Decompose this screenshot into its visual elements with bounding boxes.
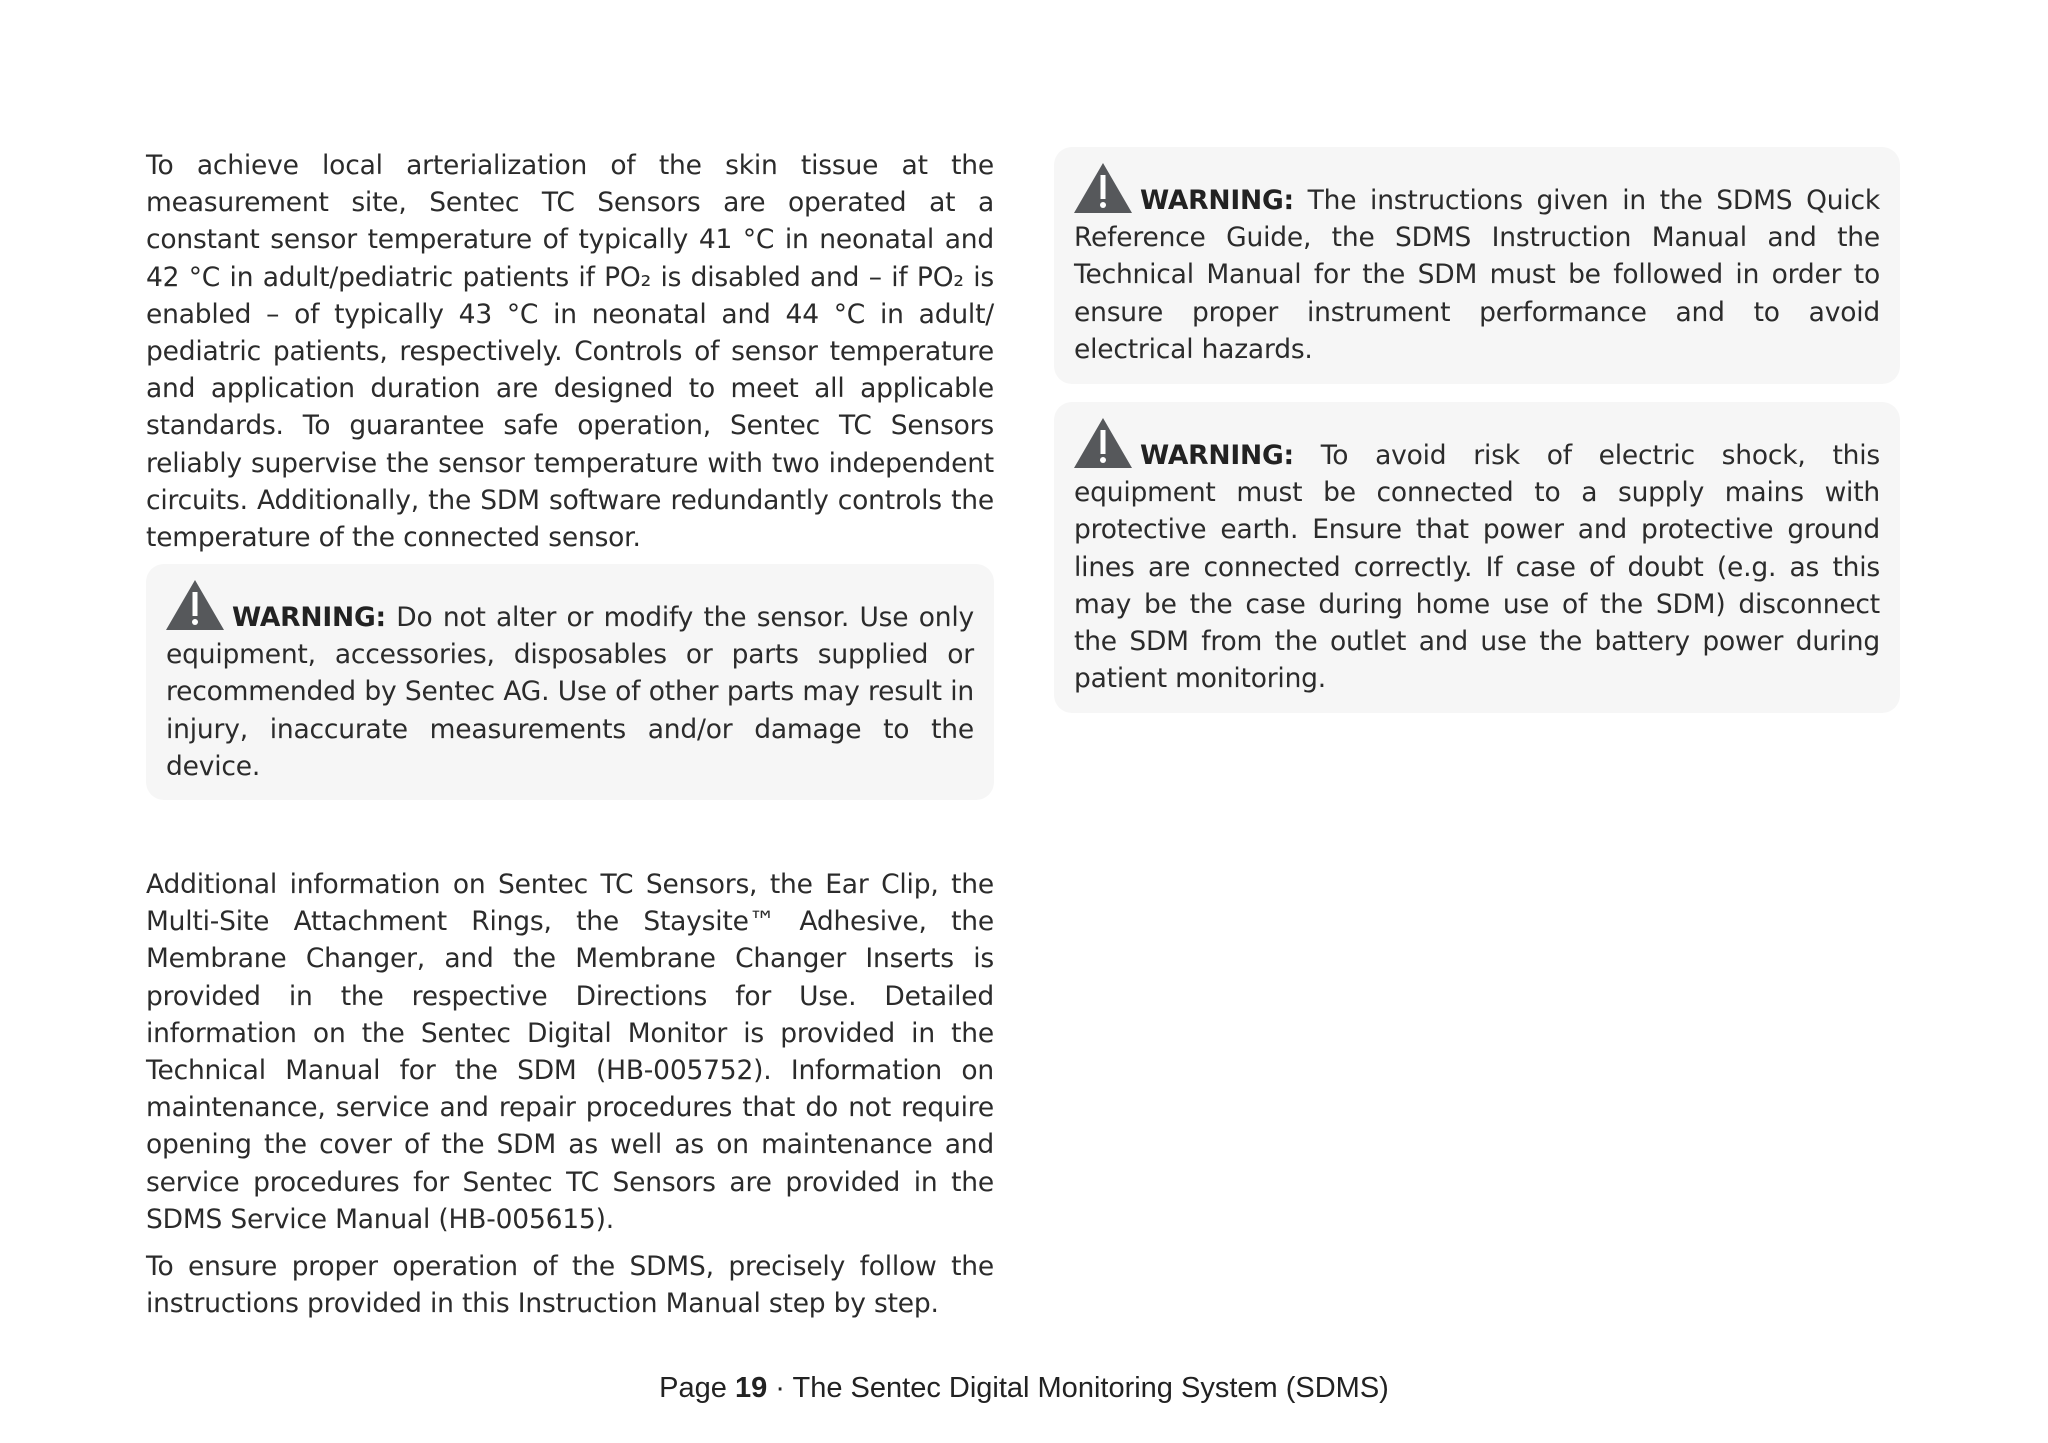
intro-paragraph: To achieve local arterialization of the skin tissue at the measurement site, Sentec TC Sensors are operated at a constant sensor temperature of typically 41 °C in neonatal and 42 °C in adult/pediatric patients if PO₂ is disabled and – if PO₂ is enabled – of typically 43 °C in neonatal and 44 °C in adult/ pediatric patients, respectively. Controls of sensor temperature and application duration are designed to meet all applicable standards. To guarantee safe operation, Sentec TC Sensors reliably supervise the sensor temperature with two independent circuits. Additionally, the SDM software redundantly controls the temperature of the connected sensor. xyxy=(146,150,994,554)
warning-text xyxy=(166,580,974,785)
footer-separator: · xyxy=(775,1372,785,1404)
warning-triangle-icon xyxy=(1074,163,1132,213)
page-number: 19 xyxy=(734,1372,768,1404)
warning-box-instructions xyxy=(1054,147,1900,384)
warning-triangle-icon xyxy=(166,580,224,630)
warning-body: The instructions given in the SDMS Quick Reference Guide, the SDMS Instruction Manual and the Technical Manual for the SDM must be followed in order to ensure proper instrument performance and to avoid electrical hazards. xyxy=(1074,185,1881,365)
page-label: Page xyxy=(659,1372,727,1404)
warning-box-electric-shock xyxy=(1054,402,1900,713)
warning-text xyxy=(1074,418,1880,697)
warning-label: WARNING: xyxy=(1140,440,1294,471)
warning-body: Do not alter or modify the sensor. Use only equipment, accessories, disposables or parts supplied or recommended by Sentec AG. Use of other parts may result in injury, inaccurate measurements and/or damage to the device. xyxy=(166,602,974,782)
page-footer xyxy=(0,1372,2048,1405)
warning-body: To avoid risk of electric shock, this equipment must be connected to a supply mains with protective earth. Ensure that power and protective ground lines are connected correctly. If case of doubt (e.g. as this may be the case during home use of the SDM) disconnect the SDM from the outlet and use the battery power during patient monitoring. xyxy=(1074,440,1880,695)
warning-label: WARNING: xyxy=(232,602,386,633)
document-title: The Sentec Digital Monitoring System (SDMS) xyxy=(792,1372,1389,1404)
warning-text xyxy=(1074,163,1880,368)
additional-info-paragraph: Additional information on Sentec TC Sensors, the Ear Clip, the Multi-Site Attachment Rings, the Staysite™ Adhesive, the Membrane Changer, and the Membrane Changer Inserts is provided in the respective Directions for Use. Detailed information on the Sentec Digital Monitor is provided in the Technical Manual for the SDM (HB-005752). Information on maintenance, service and repair procedures that do not require opening the cover of the SDM as well as on maintenance and service procedures for Sentec TC Sensors are provided in the SDMS Service Manual (HB-005615). xyxy=(146,869,994,1235)
closing-paragraph: To ensure proper operation of the SDMS, precisely follow the instructions provided in this Instruction Manual step by step. xyxy=(146,1251,994,1320)
warning-triangle-icon xyxy=(1074,418,1132,468)
warning-box-sensor xyxy=(146,564,994,800)
warning-label: WARNING: xyxy=(1140,185,1294,216)
